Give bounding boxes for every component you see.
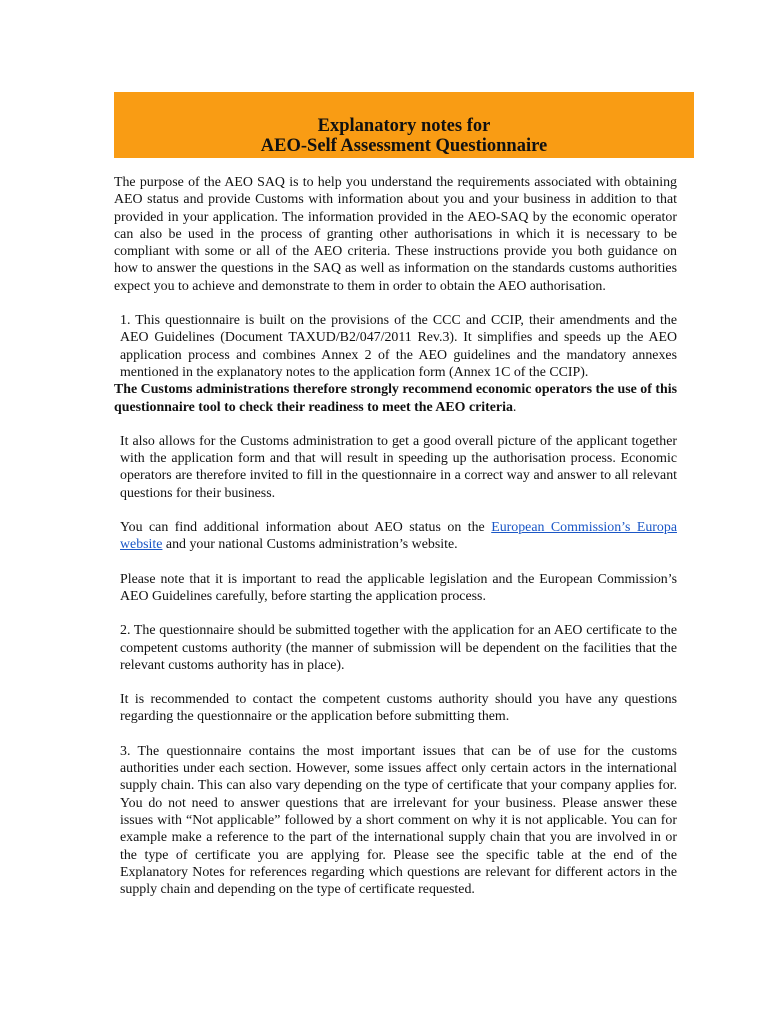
paragraph-legislation-note: Please note that it is important to read the applicable legislation and the European Commission’s AEO Guidelines carefully, before starting the application process. — [120, 571, 677, 604]
title-banner — [114, 92, 694, 158]
recommendation-period: . — [512, 399, 517, 415]
paragraph-contact-authority: It is recommended to contact the competent customs authority should you have any questions regarding the questionnaire or the application before submitting them. — [120, 692, 677, 725]
paragraph-purpose: The purpose of the AEO SAQ is to help you understand the requirements associated with obtaining AEO status and provide Customs with information about you and your business in addition to that provided in your application. The information provided in the AEO-SAQ by the economic operator can also be used in the process of granting other authorisations in which it is necessary to be compliant with some or all of the AEO criteria. These instructions provide you both guidance on how to answer the questions in the SAQ as well as information on the standards customs authorities expect you to achieve and demonstrate to them in order to obtain the AEO authorisation. — [114, 175, 677, 294]
title-line-2: AEO-Self Assessment Questionnaire — [260, 136, 548, 156]
document-body — [114, 174, 677, 898]
europa-website-link[interactable]: European Commission’s Europa website — [120, 520, 677, 553]
paragraph-overview: It also allows for the Customs administration to get a good overall picture of the applicant together with the application form and that will result in speeding up the authorisation process. Economic operators are therefore invited to fill in the questionnaire in a correct way and answer to all relevant questions for their business. — [120, 433, 677, 501]
additional-info-end: and your national Customs administration’s website. — [162, 537, 458, 553]
paragraph-point-2: 2. The questionnaire should be submitted together with the application for an AEO certificate to the competent customs authority (the manner of submission will be dependent on the facilities that the relevant customs authority has in place). — [120, 623, 677, 673]
paragraph-recommendation — [114, 381, 677, 416]
additional-info-start: You can find additional information about AEO status on the — [120, 520, 492, 536]
paragraph-point-1: 1. This questionnaire is built on the provisions of the CCC and CCIP, their amendments and the AEO Guidelines (Document TAXUD/B2/047/2011 Rev.3). It simplifies and speeds up the AEO application process and combines Annex 2 of the AEO guidelines and the mandatory annexes mentioned in the explanatory notes to the application form (Annex 1C of the CCIP). — [120, 313, 677, 380]
recommendation-bold-text: The Customs administrations therefore strongly recommend economic operators the use of this questionnaire tool to check their readiness to meet the AEO criteria — [114, 382, 677, 415]
title-line-1: Explanatory notes for — [317, 116, 491, 136]
paragraph-point-3: 3. The questionnaire contains the most important issues that can be of use for the customs authorities under each section. However, some issues affect only certain actors in the international supply chain. This can also vary depending on the type of certificate that your company applies for. You do not need to answer questions that are irrelevant for your business. Please answer these issues with “Not applicable” followed by a short comment on why it is not applicable. You can for example make a reference to the part of the international supply chain that you are involved in or the type of certificate you are applying for. Please see the specific table at the end of the Explanatory Notes for references regarding which questions are relevant for different actors in the supply chain and depending on the type of certificate requested. — [120, 743, 677, 898]
paragraph-additional-info — [114, 519, 677, 554]
